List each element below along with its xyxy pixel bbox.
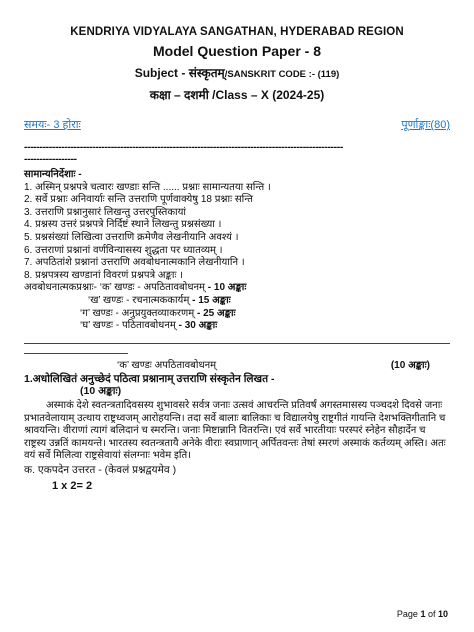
question-1-text: 1.अधोलिखितं अनुच्छेदं पठित्वा प्रश्नानाम् उत्तराणि संस्कृतेन लिखत - bbox=[24, 372, 275, 385]
time-allowed: समयः- 3 होराः bbox=[24, 119, 81, 131]
time-marks-row bbox=[24, 117, 450, 132]
section-marks: (10 अङ्काः) bbox=[390, 359, 430, 371]
sub-question-a: क. एकपदेन उत्तरत - (केवलं प्रश्नद्वयमेव ) bbox=[24, 463, 177, 476]
instruction-item: 1. अस्मिन् प्रश्नपत्रे चत्वारः खण्डाः सन्ति ...... प्रश्नाः सामान्यतया सन्ति । bbox=[24, 181, 271, 193]
subject-code: /SANSKRIT CODE :- (119) bbox=[224, 69, 340, 80]
instruction-item: 6. उत्तराणां प्रश्नानां वर्णविन्यासस्य शुद्धता पर ध्यातव्यम् । bbox=[24, 244, 223, 256]
instructions-title: सामान्यनिर्देशाः - bbox=[24, 169, 82, 180]
section-c-label: ‘ग’ खण्डः - अनुप्रयुक्तव्याकरणम् bbox=[80, 307, 195, 319]
horizontal-rule bbox=[24, 343, 450, 344]
region-title: KENDRIYA VIDYALAYA SANGATHAN, HYDERABAD REGION bbox=[70, 26, 404, 38]
instruction-item: 5. प्रश्नसंख्यां लिखित्वा उत्तराणि क्रमेणैव लेखनीयानि अवश्यं । bbox=[24, 231, 239, 243]
subject-prefix: Subject - bbox=[134, 66, 189, 80]
footer-prefix: Page bbox=[396, 609, 421, 619]
instruction-item: 2. सर्वे प्रश्नाः अनिवार्याः सन्ति उत्तराणि पूर्णवाक्येषु 18 प्रश्नाः सन्ति bbox=[24, 194, 254, 206]
dash-line-tail: ----------------- bbox=[24, 153, 77, 165]
instruction-item: 3. उत्तराणि प्रश्नानुसारं लिखन्तु उत्तरपुस्तिकायां bbox=[24, 206, 187, 218]
passage: अस्माकं देशे स्वतन्त्रतादिवसस्य शुभावसरे सर्वत्र जनाः उत्सवं आचरन्ति प्रतिवर्षं अगस्तमासस्य पञ्चदशे दिवसे जनाः प्रभातवेलायाम् उत्थाय राष्ट्रध्वजम् आरोहयन्ति। तदा सर्वे बालाः बालिकाः च विद्यालयेषु राष्ट्रगीतं गायन्ति देशभक्तिगीतानि च श्रावयन्ति। वीराणां त्यागं बलिदानं च स्मरन्ति। जनाः मिष्टान्नानि वितरन्ति। एवं सर्वे भारतीयाः परस्परं स्नेहेन सौहार्देन च राष्ट्रस्य उन्नतिं कामयन्ते। भारतस्य स्वतन्त्रतायै अनेके वीराः स्वप्राणान् अर्पितवन्तः तेषां स्मरणं अस्माकं कर्तव्यम् अस्ति। अतः वयं सर्वे मिलित्वा राष्ट्रसेवायां संलग्नाः भवेम इति। bbox=[24, 399, 446, 462]
section-heading bbox=[24, 357, 450, 371]
instruction-item: 4. प्रश्नस्य उत्तरं प्रश्नपत्रे निर्दिष्टं स्थाने लिखन्तु प्रश्नसंख्या । bbox=[24, 219, 222, 231]
general-instructions bbox=[24, 169, 450, 333]
class-line bbox=[24, 86, 450, 103]
class-suffix: /Class – X (2024-25) bbox=[208, 88, 325, 102]
subject-line bbox=[24, 64, 450, 81]
section-b-label: ‘ख’ खण्डः - रचनात्मककार्यम् bbox=[88, 294, 190, 306]
page-footer bbox=[397, 609, 448, 619]
section-d-label: ‘घ’ खण्डः - पठितावबोधनम् bbox=[80, 320, 176, 332]
paper-header bbox=[24, 0, 450, 103]
total-marks: पूर्णाङ्काः(80) bbox=[401, 119, 450, 131]
question-1-marks: (10 अङ्काः) bbox=[80, 385, 122, 398]
section-c-marks: - 25 अङ्काः bbox=[196, 307, 236, 319]
instruction-item: 8. प्रश्नपत्रस्य खण्डानां विवरणं प्रश्नपत्रे अङ्काः । bbox=[24, 269, 184, 281]
section-c-line bbox=[24, 308, 450, 321]
footer-of: of bbox=[425, 609, 438, 619]
section-b-line bbox=[24, 295, 450, 308]
paper-title: Model Question Paper - 8 bbox=[152, 43, 322, 59]
section-title: ‘क’ खण्डः अपठितावबोधनम् bbox=[117, 359, 217, 371]
section-a-marks: - 10 अङ्काः bbox=[207, 282, 247, 294]
dash-line: ------------------------------------------------------------------------------------------------------- bbox=[24, 141, 343, 153]
dash-separator bbox=[24, 141, 450, 165]
section-a-line bbox=[24, 282, 450, 295]
short-rule bbox=[24, 353, 128, 354]
section-b-marks: - 15 अङ्काः bbox=[192, 294, 231, 306]
footer-total: 10 bbox=[437, 609, 448, 619]
instruction-item: 7. अपठितांशे प्रश्नानां उत्तराणि अवबोधनात्मकानि लेखनीयानि । bbox=[24, 257, 245, 269]
marks-calculation: 1 x 2= 2 bbox=[52, 479, 93, 492]
class-prefix: कक्षा – दशमी bbox=[149, 88, 209, 102]
footer-current: 1 bbox=[420, 609, 426, 619]
section-a-label: अवबोधनात्मकप्रश्नाः- ‘क’ खण्डः - अपठितावबोधनम् bbox=[24, 282, 206, 294]
section-d-marks: - 30 अङ्काः bbox=[178, 320, 218, 332]
question-1 bbox=[24, 373, 450, 398]
subject-name: संस्कृतम् bbox=[188, 66, 225, 80]
section-d-line bbox=[24, 320, 450, 333]
